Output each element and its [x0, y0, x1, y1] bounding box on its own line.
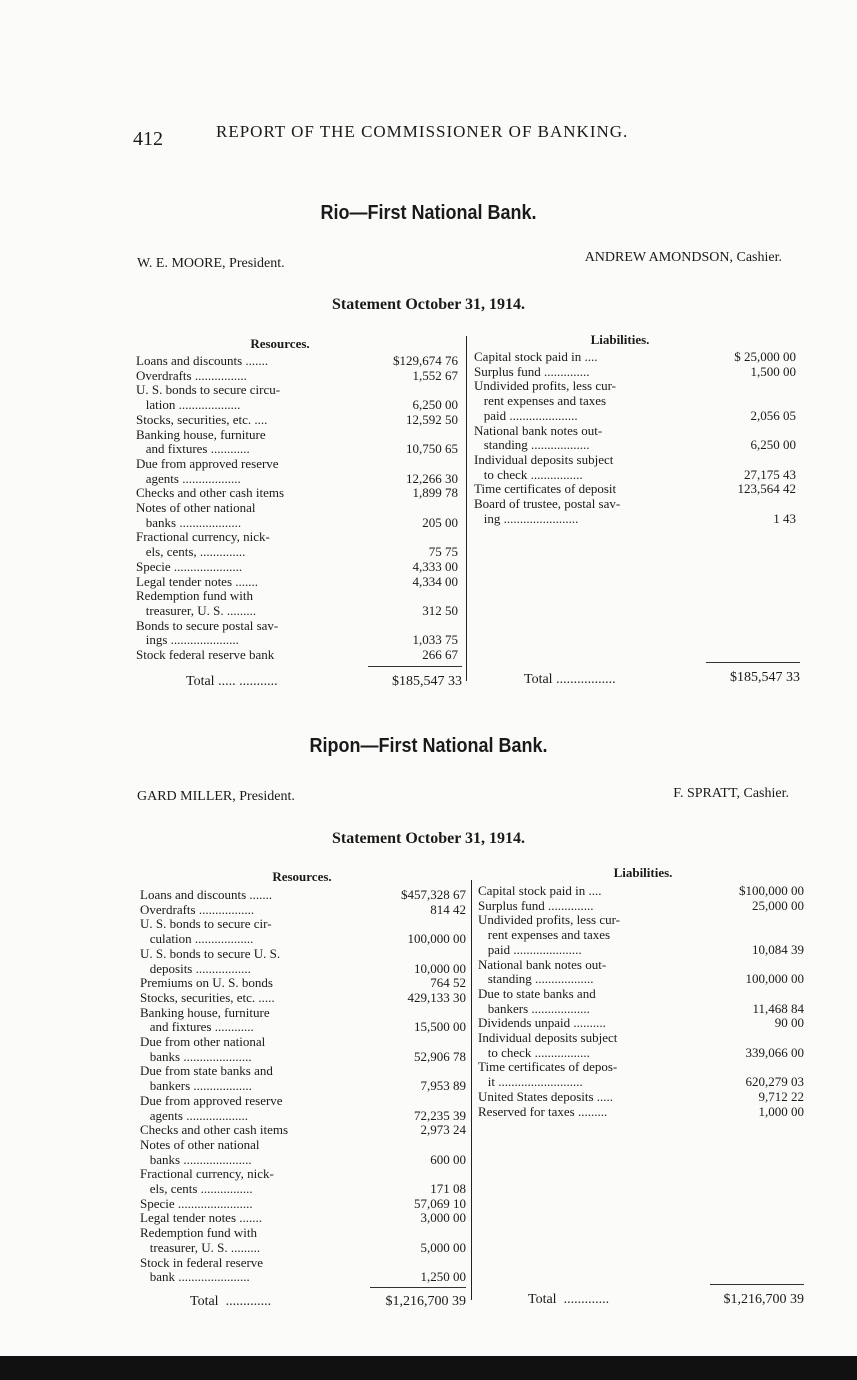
ledger-row-value: 4,334 00: [412, 573, 458, 589]
ledger-row-label: rent expenses and taxes: [474, 393, 607, 409]
ledger-row-label: National bank notes out-: [474, 422, 603, 438]
ledger-row-label: Notes of other national: [136, 500, 256, 515]
rio-resources-total-label: Total ..... ...........: [186, 674, 278, 689]
rio-bank-title: Rio—First National Bank.: [320, 202, 537, 224]
ledger-row-value: 9,712 22: [758, 1088, 804, 1104]
ripon-resources-total-label: Total .............: [190, 1294, 272, 1309]
ledger-row-label: Checks and other cash items: [136, 485, 285, 501]
running-title: REPORT OF THE COMMISSIONER OF BANKING.: [216, 122, 629, 141]
rio-liabilities-total-rule: [706, 662, 800, 663]
ledger-row-value: 6,250 00: [412, 397, 458, 413]
ripon-cashier: F. SPRATT, Cashier.: [673, 786, 789, 801]
ledger-row-label: Loans and discounts .......: [140, 887, 273, 902]
ledger-row-label: culation ..................: [140, 931, 254, 947]
ledger-row-label: els, cents ................: [140, 1181, 253, 1196]
ledger-row-label: Overdrafts .................: [140, 901, 255, 917]
ripon-president: GARD MILLER, President.: [137, 789, 295, 804]
ledger-row-label: Due from approved reserve: [136, 455, 279, 471]
ledger-row-label: bankers ..................: [478, 1000, 590, 1016]
ledger-row-value: 4,333 00: [412, 558, 458, 574]
ledger-row-label: and fixtures ............: [140, 1019, 254, 1035]
rio-liabilities-list: [474, 349, 800, 549]
rio-statement-date: Statement October 31, 1914.: [332, 296, 525, 313]
ledger-row-value: 205 00: [422, 514, 458, 530]
ledger-row-value: 2,056 05: [750, 407, 796, 423]
ledger-row-value: 57,069 10: [414, 1195, 466, 1211]
ledger-row-label: Board of trustee, postal sav-: [474, 496, 621, 511]
ledger-row-value: 1,033 75: [412, 632, 458, 648]
ledger-row-label: Stock federal reserve bank: [136, 647, 275, 662]
ledger-row-value: $457,328 67: [401, 887, 466, 902]
ledger-row-label: Reserved for taxes .........: [478, 1103, 608, 1119]
ledger-row-label: ings .....................: [136, 632, 239, 648]
page-number: 412: [133, 128, 163, 150]
rio-president: W. E. MOORE, President.: [137, 256, 285, 271]
ledger-row-label: Stock in federal reserve: [140, 1254, 264, 1270]
ledger-row-label: U. S. bonds to secure cir-: [140, 916, 272, 932]
ledger-row-value: 1,000 00: [758, 1103, 804, 1119]
scan-bottom-edge: [0, 1356, 857, 1380]
ledger-row-value: 12,266 30: [406, 470, 458, 486]
ripon-liabilities-list: [478, 883, 804, 1133]
ledger-row-value: 100,000 00: [745, 971, 804, 987]
ledger-row-label: Due from other national: [140, 1034, 266, 1049]
ledger-row-label: Undivided profits, less cur-: [474, 378, 616, 394]
ledger-row-value: 339,066 00: [745, 1044, 804, 1060]
ledger-row-value: 90 00: [774, 1015, 804, 1031]
ledger-row-label: Specie .......................: [140, 1195, 253, 1211]
rio-cashier: ANDREW AMONDSON, Cashier.: [584, 250, 782, 265]
ledger-row-label: agents ...................: [140, 1107, 248, 1123]
rio-liabilities-heading: Liabilities.: [590, 332, 650, 347]
ripon-liabilities-total-value: $1,216,700 39: [723, 1292, 804, 1307]
ledger-row-label: Stocks, securities, etc. .....: [140, 989, 275, 1005]
ledger-row-value: 25,000 00: [752, 897, 804, 913]
ledger-row-label: Banking house, furniture: [136, 426, 266, 442]
ledger-row-value: $100,000 00: [739, 883, 804, 898]
ledger-row-value: 312 50: [422, 602, 458, 618]
ledger-row-label: banks .....................: [140, 1048, 252, 1064]
ledger-row-label: Banking house, furniture: [140, 1004, 270, 1020]
ledger-row-label: rent expenses and taxes: [478, 927, 611, 943]
ledger-row-label: deposits .................: [140, 960, 251, 976]
rio-column-divider: [466, 336, 467, 681]
ledger-row-value: 10,750 65: [406, 441, 458, 457]
ledger-row-label: Legal tender notes .......: [136, 573, 259, 589]
ledger-row-label: to check ................: [474, 466, 583, 482]
ledger-row-value: $129,674 76: [393, 353, 458, 368]
ledger-row-value: 27,175 43: [744, 466, 796, 482]
ledger-row-value: 5,000 00: [420, 1239, 466, 1255]
ledger-row-value: 100,000 00: [407, 931, 466, 947]
ledger-row-label: Due to state banks and: [478, 985, 596, 1001]
ledger-row-label: Specie .....................: [136, 558, 243, 574]
ledger-row-label: banks .....................: [140, 1151, 252, 1167]
ledger-row-label: Capital stock paid in ....: [478, 883, 602, 898]
ledger-row-value: 814 42: [430, 901, 466, 917]
ledger-row-label: standing ..................: [474, 437, 590, 453]
ledger-row-value: 6,250 00: [750, 437, 796, 453]
ledger-row-value: 600 00: [430, 1151, 466, 1167]
ripon-resources-heading: Resources.: [272, 869, 332, 884]
ledger-row-value: 764 52: [430, 975, 466, 991]
ledger-row-label: Individual deposits subject: [474, 451, 614, 467]
ledger-row-label: Notes of other national: [140, 1136, 260, 1152]
ledger-row-value: 2,973 24: [420, 1122, 466, 1138]
ledger-row-value: 3,000 00: [420, 1210, 466, 1226]
ledger-row-value: 1,899 78: [412, 485, 458, 501]
ripon-statement-date: Statement October 31, 1914.: [332, 830, 525, 847]
ledger-row-label: Dividends unpaid ..........: [478, 1015, 606, 1031]
ledger-row-label: United States deposits .....: [478, 1088, 614, 1104]
ledger-row-value: 429,133 30: [407, 989, 466, 1005]
ripon-resources-list: [140, 887, 466, 1297]
ledger-row-label: Fractional currency, nick-: [136, 529, 270, 545]
ripon-liabilities-total-rule: [710, 1284, 804, 1285]
ledger-row-label: treasurer, U. S. .........: [140, 1239, 261, 1255]
ledger-row-label: Bonds to secure postal sav-: [136, 617, 279, 633]
ripon-liabilities-heading: Liabilities.: [613, 865, 673, 880]
ripon-column-divider: [471, 880, 472, 1300]
ledger-row-value: 10,084 39: [752, 941, 804, 957]
ledger-row-value: 15,500 00: [414, 1019, 466, 1035]
ledger-row-value: 72,235 39: [414, 1107, 466, 1123]
ledger-row-value: 1,552 67: [412, 367, 458, 383]
ledger-row-label: Checks and other cash items: [140, 1122, 289, 1138]
ledger-row-label: to check .................: [478, 1044, 590, 1060]
ripon-liabilities-total-label: Total .............: [528, 1292, 610, 1307]
ledger-row-label: ing .......................: [474, 510, 579, 526]
ledger-row-label: treasurer, U. S. .........: [136, 602, 257, 618]
ledger-row-label: Time certificates of deposit: [474, 481, 617, 497]
ledger-row-label: Undivided profits, less cur-: [478, 912, 620, 928]
ledger-row-label: paid .....................: [474, 407, 578, 423]
ledger-row-label: Overdrafts ................: [136, 367, 247, 383]
rio-resources-list: [136, 353, 462, 673]
ledger-row-value: 7,953 89: [420, 1078, 466, 1094]
rio-resources-total-rule: [368, 666, 462, 667]
ledger-row-value: 11,468 84: [752, 1000, 804, 1016]
ledger-row-label: agents ..................: [136, 470, 241, 486]
ledger-row-value: 1 43: [773, 510, 796, 526]
ledger-row-value: 620,279 03: [745, 1074, 804, 1090]
ledger-row-label: and fixtures ............: [136, 441, 250, 457]
ledger-row-label: Time certificates of depos-: [478, 1059, 618, 1075]
ledger-row-value: 75 75: [428, 544, 458, 560]
ledger-row-value: 123,564 42: [737, 481, 796, 497]
ledger-row-label: lation ...................: [136, 397, 241, 413]
ledger-row-value: 52,906 78: [414, 1048, 466, 1064]
ripon-bank-title: Ripon—First National Bank.: [309, 735, 548, 757]
ripon-resources-total-rule: [370, 1287, 466, 1288]
ripon-resources-total-value: $1,216,700 39: [385, 1294, 466, 1309]
rio-liabilities-total-label: Total .................: [524, 672, 616, 687]
ledger-row-label: Surplus fund ..............: [474, 363, 590, 379]
ledger-row-label: Premiums on U. S. bonds: [140, 975, 273, 991]
ledger-row-label: standing ..................: [478, 971, 594, 987]
ledger-row-label: Capital stock paid in ....: [474, 349, 598, 364]
ledger-row-label: Stocks, securities, etc. ....: [136, 411, 268, 427]
ledger-row-label: Legal tender notes .......: [140, 1210, 263, 1226]
ledger-row-label: U. S. bonds to secure circu-: [136, 382, 281, 398]
ledger-row-value: 171 08: [430, 1181, 466, 1196]
ledger-row-label: National bank notes out-: [478, 956, 607, 972]
ledger-row-value: 266 67: [422, 647, 458, 662]
ledger-row-label: U. S. bonds to secure U. S.: [140, 945, 281, 961]
ledger-row-value: 1,500 00: [750, 363, 796, 379]
rio-resources-total-value: $185,547 33: [392, 674, 462, 689]
ledger-row-label: bank ......................: [140, 1269, 250, 1285]
rio-resources-heading: Resources.: [250, 336, 310, 351]
ledger-row-label: bankers ..................: [140, 1078, 252, 1094]
ledger-row-label: Redemption fund with: [140, 1225, 257, 1241]
ledger-row-label: Redemption fund with: [136, 588, 253, 604]
ledger-row-label: Surplus fund ..............: [478, 897, 594, 913]
ledger-row-label: it ..........................: [478, 1074, 583, 1090]
ledger-row-label: banks ...................: [136, 514, 242, 530]
ledger-row-label: Due from state banks and: [140, 1063, 273, 1079]
ledger-row-label: Due from approved reserve: [140, 1092, 283, 1108]
ledger-row-label: Fractional currency, nick-: [140, 1166, 274, 1182]
ledger-row-value: 12,592 50: [406, 411, 458, 427]
rio-liabilities-total-value: $185,547 33: [730, 670, 800, 685]
ledger-row-label: Individual deposits subject: [478, 1030, 618, 1045]
ledger-row-value: 1,250 00: [420, 1269, 466, 1285]
ledger-row-label: paid .....................: [478, 941, 582, 957]
ledger-row-value: $ 25,000 00: [734, 349, 796, 364]
ledger-row-label: els, cents, ..............: [136, 544, 246, 560]
ledger-row-label: Loans and discounts .......: [136, 353, 269, 368]
ledger-row-value: 10,000 00: [414, 960, 466, 976]
